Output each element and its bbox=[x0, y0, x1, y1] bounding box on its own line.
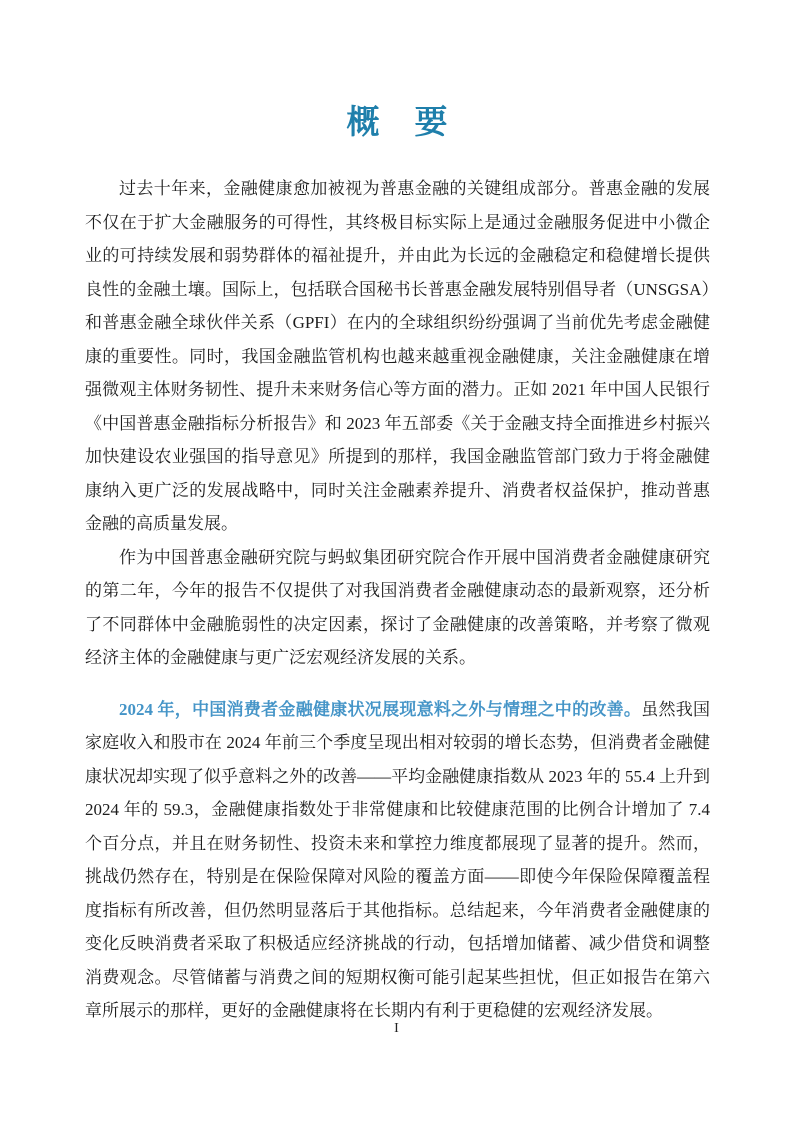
paragraph-research-context: 作为中国普惠金融研究院与蚂蚁集团研究院合作开展中国消费者金融健康研究的第二年，今年的报告不仅提供了对我国消费者金融健康动态的最新观察，还分析了不同群体中金融脆弱性的决定因素，探讨了金融健康的改善策略，并考察了微观经济主体的金融健康与更广泛宏观经济发展的关系。 bbox=[85, 547, 710, 667]
page-number: I bbox=[394, 1021, 399, 1036]
paragraph-key-finding bbox=[85, 693, 710, 1028]
page-title: 概 要 bbox=[346, 105, 449, 141]
key-finding-lead-sentence: 2024 年，中国消费者金融健康状况展现意料之外与情理之中的改善。 bbox=[119, 699, 642, 719]
key-finding-body: 虽然我国家庭收入和股市在 2024 年前三个季度呈现出相对较弱的增长态势，但消费者金融健康状况却实现了似乎意料之外的改善——平均金融健康指数从 2023 年的 55.4 上升到 2024 年的 59.3，金融健康指数处于非常健康和比较健康范围的比例合计增加了 7.4 个百分点，并且在财务韧性、投资未来和掌控力维度都展现了显著的提升。然而，挑战仍然存在，特别是在保险保障对风险的覆盖方面——即使今年保险保障覆盖程度指标有所改善，但仍然明显落后于其他指标。总结起来，今年消费者金融健康的变化反映消费者采取了积极适应经济挑战的行动，包括增加储蓄、减少借贷和调整消费观念。尽管储蓄与消费之间的短期权衡可能引起某些担忧，但正如报告在第六章所展示的那样，更好的金融健康将在长期内有利于更稳健的宏观经济发展。 bbox=[85, 699, 711, 1020]
paragraph-intro: 过去十年来，金融健康愈加被视为普惠金融的关键组成部分。普惠金融的发展不仅在于扩大金融服务的可得性，其终极目标实际上是通过金融服务促进中小微企业的可持续发展和弱势群体的福祉提升，并由此为长远的金融稳定和稳健增长提供良性的金融土壤。国际上，包括联合国秘书长普惠金融发展特别倡导者（UNSGSA）和普惠金融全球伙伴关系（GPFI）在内的全球组织纷纷强调了当前优先考虑金融健康的重要性。同时，我国金融监管机构也越来越重视金融健康，关注金融健康在增强微观主体财务韧性、提升未来财务信心等方面的潜力。正如 2021 年中国人民银行《中国普惠金融指标分析报告》和 2023 年五部委《关于金融支持全面推进乡村振兴 加快建设农业强国的指导意见》所提到的那样，我国金融监管部门致力于将金融健康纳入更广泛的发展战略中，同时关注金融素养提升、消费者权益保护，推动普惠金融的高质量发展。 bbox=[85, 179, 710, 533]
